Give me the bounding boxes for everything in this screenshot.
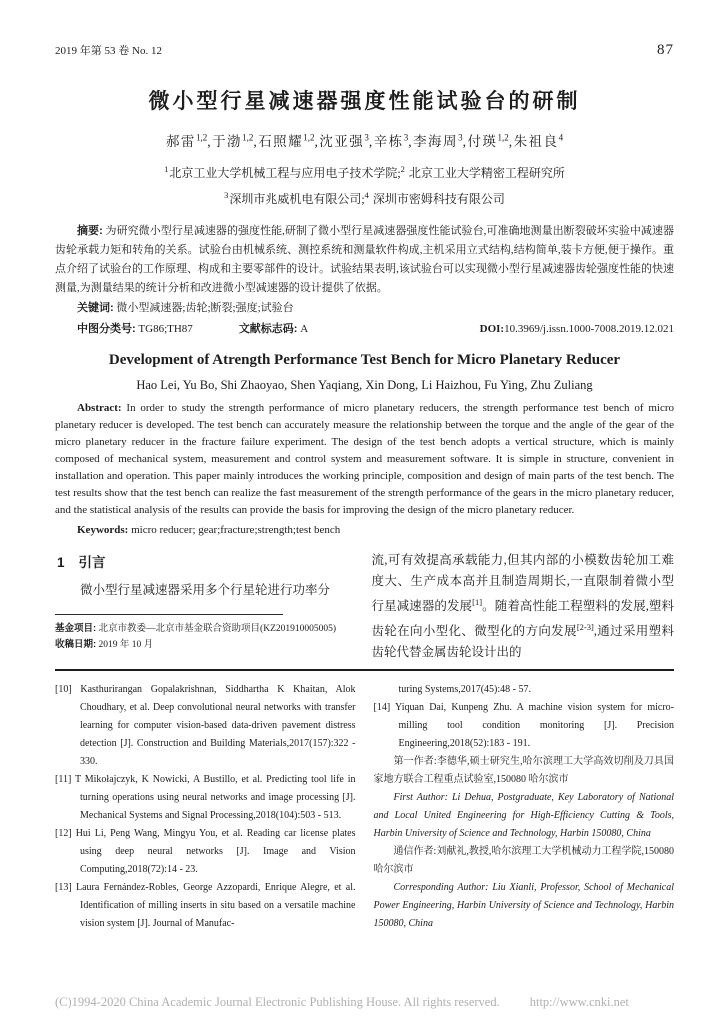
clc-number: 中图分类号: TG86;TH87 <box>77 323 193 335</box>
author-name: 石照耀$^{1,2}$ <box>258 132 315 149</box>
affiliation-marker: 2 <box>400 164 405 174</box>
reference-item: [13] Laura Fernández-Robles, George Azzopardi, Enrique Alegre, et al. Identification of milling inserts in situ based on a versatile machine vision system [J]. Journal of Manufac- <box>55 882 356 930</box>
document-code-label: 文献标志码: <box>238 323 298 335</box>
abstract-en <box>55 400 674 519</box>
journal-issue-info: 2019 年第 53 卷 No. 12 <box>55 45 162 57</box>
keywords-cn <box>55 298 674 318</box>
author-affiliation-marker: 1,2 <box>242 132 254 143</box>
author-name: 辛栋$^3$ <box>373 132 409 149</box>
clc-label: 中图分类号: <box>77 323 136 335</box>
author-separator: , <box>368 134 374 149</box>
intro-paragraph-continued: 流,可有效提高承载能力,但其内部的小模数齿轮加工难度大、生产成本高并且制造周期长,一直限制着微小型行星减速器的发展[1]。随着高性能工程塑料的发展,塑料齿轮在向小型化、微型化的方向发展[2-3],通过采用塑料齿轮代替金属齿轮设计出的 <box>371 553 674 660</box>
reference-number: [10] <box>55 684 72 696</box>
cnki-url: http://www.cnki.net <box>529 995 629 1009</box>
fund-text: 北京市教委—北京市基金联合资助项目(KZ201910005005) <box>98 624 337 634</box>
intro-column-right <box>372 549 675 663</box>
received-text: 2019 年 10 月 <box>98 640 154 650</box>
abstract-en-text: In order to study the strength performance of micro planetary reducers, the strength performance test bench of micro planetary reducer is developed. The test bench can accurately measure the relationship between the torque and the angle of the gear of the micro planetary reducer in the fracture failure experiment. The design of the test bench adopts a vertical structure, which is mainly composed of mechanical system, measurement and control system and measurement software. It is simple in structure, convenient in installation and operation. This paper mainly introduces the working principle, composition and design of main parts of the test bench. The test results show that the test bench can realize the fast measurement of the strength performance of the gears in the micro planetary reducer, and the statistical analysis of the results can provide the basis for improving the design of the micro planetary reducer. <box>55 402 674 516</box>
section-title: 引言 <box>78 555 106 570</box>
fund-project-line <box>55 621 337 637</box>
page-number: 87 <box>657 42 674 58</box>
affiliation-name: 深圳市密姆科技有限公司 <box>369 192 505 206</box>
author-separator: , <box>508 134 514 149</box>
keywords-en-text: micro reducer; gear;fracture;strength;test bench <box>131 524 341 536</box>
reference-number: [12] <box>55 828 72 840</box>
reference-item: [14] Yiquan Dai, Kunpeng Zhu. A machine vision system for micro-milling tool condition monitoring [J]. Precision Engineering,2018(52):183 - 191. <box>373 702 674 750</box>
author-affiliation-marker: 3 <box>403 132 409 143</box>
affiliation-name: 深圳市兆威机电有限公司; <box>229 192 365 206</box>
author-name: 付瑛$^{1,2}$ <box>467 132 509 149</box>
document-code: 文献标志码: A <box>238 323 309 335</box>
keywords-en <box>55 522 674 539</box>
intro-column-left <box>55 549 358 663</box>
reference-continuation: turing Systems,2017(45):48 - 57. <box>398 684 531 696</box>
classification-row <box>55 319 674 339</box>
received-label: 收稿日期: <box>55 639 97 650</box>
affiliation-marker: 4 <box>364 190 369 200</box>
abstract-en-label: Abstract: <box>77 402 122 414</box>
article-title-en: Development of Atrength Performance Test Bench for Micro Planetary Reducer <box>108 352 621 368</box>
author-bio-cn: 通信作者:刘献礼,教授,哈尔滨理工大学机械动力工程学院,150080 哈尔滨市 <box>373 846 674 876</box>
affiliation-marker: 1 <box>164 164 169 174</box>
author-name: 郝雷$^{1,2}$ <box>165 132 208 149</box>
abstract-cn-text: 为研究微小型行星减速器的强度性能,研制了微小型行星减速器强度性能试验台,可准确地测量出断裂破坏实验中减速器齿轮承载力矩和转角的关系。试验台由机械系统、测控系统和测量软件构成,主机采用立式结构,结构简单,装卡方便,便于操作。重点介绍了试验台的工作原理、构成和主要零部件的设计。试验结果表明,该试验台可以实现微小型行星减速器齿轮强度性能的快速测量,为测量结果的统计分析和改进微小型减速器的设计提供了依据。 <box>55 225 675 294</box>
author-name: 沈亚强$^3$ <box>319 132 369 149</box>
author-affiliation-marker: 3 <box>458 132 463 143</box>
abstract-cn-label: 摘要: <box>77 225 103 237</box>
keywords-cn-text: 微小型减速器;齿轮;断裂;强度;试验台 <box>116 302 294 314</box>
reference-number: [11] <box>55 774 72 786</box>
introduction-columns <box>55 549 674 663</box>
author-separator: , <box>462 134 468 149</box>
references-column-left <box>55 681 356 933</box>
author-bio-en: First Author: Li Dehua, Postgraduate, Key Laboratory of National and Local United Engineering for High-Efficiency Cutting & Tools, Harbin University of Science and Technology, Harbin 150080, China <box>373 792 674 840</box>
author-separator: , <box>408 134 414 149</box>
page-header <box>55 42 674 59</box>
author-affiliation-marker: 1,2 <box>303 132 315 143</box>
author-bio-en: Corresponding Author: Liu Xianli, Professor, School of Mechanical Power Engineering, Harbin University of Science and Technology, Harbin 150080, China <box>373 882 674 930</box>
reference-item: [11] T Mikołajczyk, K Nowicki, A Bustillo, et al. Predicting tool life in turning operations using neural networks and image processing [J]. Mechanical Systems and Signal Processing,2018(104):503 - 513. <box>55 774 356 822</box>
keywords-cn-label: 关键词: <box>77 302 114 314</box>
fund-label: 基金项目: <box>55 623 97 634</box>
references-section <box>55 681 674 933</box>
reference-number: [14] <box>373 702 391 714</box>
affiliation-line-1 <box>55 158 674 184</box>
reference-item: [12] Hui Li, Peng Wang, Mingyu You, et al. Reading car license plates using deep neural networks [J]. Image and Vision Computing,2018(72):14 - 23. <box>55 828 356 876</box>
intro-paragraph: 微小型行星减速器采用多个行星轮进行功率分 <box>80 583 331 597</box>
author-affiliation-marker: 4 <box>558 132 564 143</box>
author-separator: , <box>207 134 213 149</box>
footnote-block <box>55 614 337 653</box>
section-number: 1 <box>57 555 65 570</box>
citation-marker: [1] <box>472 597 483 607</box>
affiliation-name: 北京工业大学机械工程与应用电子技术学院; <box>169 166 401 180</box>
affiliations <box>55 158 674 210</box>
author-separator: , <box>314 134 320 149</box>
reference-number: [13] <box>55 882 72 894</box>
doi-label: DOI: <box>479 323 505 335</box>
affiliation-name: 北京工业大学精密工程研究所 <box>405 166 565 180</box>
citation-marker: [2-3] <box>576 622 594 633</box>
abstract-cn <box>55 222 674 298</box>
references-column-right <box>374 681 675 933</box>
section-heading <box>57 551 358 571</box>
article-separator-rule <box>55 669 674 671</box>
affiliation-marker: 3 <box>224 190 229 200</box>
author-affiliation-marker: 3 <box>364 132 369 143</box>
cnki-copyright-footer <box>55 995 688 1010</box>
received-date-line <box>55 637 283 653</box>
doi: DOI:10.3969/j.issn.1000-7008.2019.12.021 <box>479 323 674 335</box>
authors-cn <box>55 130 674 150</box>
author-separator: , <box>253 134 259 149</box>
reference-item: [10] Kasthurirangan Gopalakrishnan, Siddhartha K Khaitan, Alok Choudhary, et al. Deep convolutional neural networks with transfer learning for computer vision-based data-driven pavement distress detection [J]. Construction and Building Materials,2017(157):322 - 330. <box>55 684 356 768</box>
author-affiliation-marker: 1,2 <box>497 132 509 143</box>
copyright-text: (C)1994-2020 China Academic Journal Electronic Publishing House. All rights reserved. <box>55 995 500 1009</box>
author-name: 于渤$^{1,2}$ <box>212 132 254 149</box>
author-affiliation-marker: 1,2 <box>195 132 208 143</box>
article-title-cn: 微小型行星减速器强度性能试验台的研制 <box>148 90 581 113</box>
author-name: 朱祖良$^4$ <box>513 132 564 149</box>
author-bio-cn: 第一作者:李德华,硕士研究生,哈尔滨理工大学高效切削及刀具国家地方联合工程重点试验室,150080 哈尔滨市 <box>373 756 674 786</box>
affiliation-line-2 <box>55 184 674 210</box>
keywords-en-label: Keywords: <box>77 524 129 536</box>
authors-en: Hao Lei, Yu Bo, Shi Zhaoyao, Shen Yaqiang, Xin Dong, Li Haizhou, Fu Ying, Zhu Zuliang <box>136 378 593 392</box>
author-name: 李海周$^3$ <box>413 132 463 149</box>
